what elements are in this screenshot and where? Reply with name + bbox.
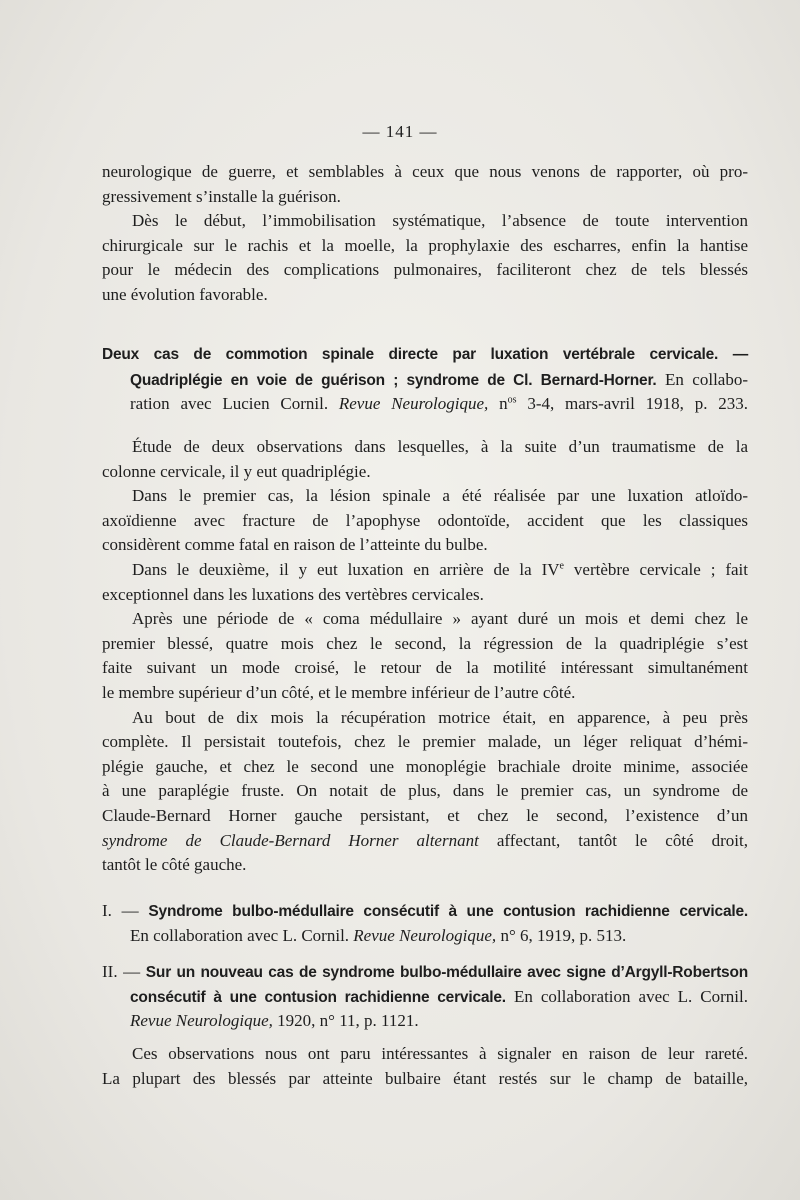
journal-name: Revue Neurologique, xyxy=(338,394,489,414)
text-line: gressivement s’installe la guérison. xyxy=(102,186,341,206)
text-line: plégie gauche, et chez le second une monoplégie brachiale droite minime, associée xyxy=(102,756,748,776)
collaboration-text: En collabo- xyxy=(664,369,748,389)
text-line: Claude-Bernard Horner gauche persistant, et chez le second, l’existence d’un xyxy=(102,805,748,825)
text-line: axoïdienne avec fracture de l’apophyse odontoïde, accident que les classiques xyxy=(102,510,748,530)
reference-entry xyxy=(102,343,748,417)
text-line: une évolution favorable. xyxy=(102,284,268,304)
text-fragment: affectant, tantôt le côté droit, xyxy=(496,830,748,850)
text-line: colonne cervicale, il y eut quadriplégie. xyxy=(102,461,371,481)
citation-details: n° 6, 1919, p. 513. xyxy=(500,925,627,945)
reference-title-line xyxy=(102,368,748,393)
text-line: Ces observations nous ont paru intéressantes à signaler en raison de leur rareté. xyxy=(132,1044,748,1063)
text-fragment: vertèbre cervicale ; fait xyxy=(573,559,749,579)
page-number: — 141 — xyxy=(362,122,438,141)
text-line: Étude de deux observations dans lesquelles, à la suite d’un traumatisme de la xyxy=(132,437,748,456)
text-line: La plupart des blessés par atteinte bulbaire étant restés sur le champ de bataille, xyxy=(102,1068,748,1088)
summary-text xyxy=(102,435,748,878)
text-line: Dans le premier cas, la lésion spinale a été réalisée par une luxation atloïdo- xyxy=(132,486,748,506)
closing-text xyxy=(102,1042,748,1091)
italic-phrase: syndrome de Claude-Bernard Horner alternant xyxy=(102,830,479,850)
reference-title: Syndrome bulbo-médullaire consécutif à une contusion rachidienne cervicale. xyxy=(148,903,748,920)
reference-citation xyxy=(102,924,748,949)
collaboration-text: En collaboration avec L. Cornil. xyxy=(513,986,748,1006)
reference-number: II. — xyxy=(102,962,141,981)
reference-title: consécutif à une contusion rachidienne cervicale. xyxy=(130,988,506,1006)
reference-title: Sur un nouveau cas de syndrome bulbo-médullaire avec signe d’Argyll-Robertson xyxy=(145,964,749,981)
reference-entry xyxy=(102,960,748,1034)
text-fragment: Dans le deuxième, il y eut luxation en arrière de la IV xyxy=(132,559,560,579)
text-line: à une paraplégie fruste. On notait de plus, dans le premier cas, un syndrome de xyxy=(102,781,748,801)
text-line: le membre supérieur d’un côté, et le membre inférieur de l’autre côté. xyxy=(102,682,576,702)
citation-details: 1920, n° 11, p. 1121. xyxy=(277,1011,419,1031)
reference-title-line xyxy=(102,960,748,985)
reference-number: I. — xyxy=(102,901,139,920)
collaboration-text: En collaboration avec L. Cornil. xyxy=(130,925,350,945)
intro-text xyxy=(102,160,748,308)
text-line: exceptionnel dans les luxations des vertèbres cervicales. xyxy=(102,584,484,604)
text-line: Au bout de dix mois la récupération motrice était, en apparence, à peu près xyxy=(132,707,748,727)
text-line: Après une période de « coma médullaire » ayant duré un mois et demi chez le xyxy=(132,609,748,629)
text-line: considèrent comme fatal en raison de l’atteinte du bulbe. xyxy=(102,535,488,555)
text-line: pour le médecin des complications pulmonaires, faciliteront chez de tels blessés xyxy=(102,260,748,280)
text-line: faite suivant un mode croisé, le retour de la motilité intéressant simultanément xyxy=(102,658,748,678)
text-line: premier blessé, quatre mois chez le second, la régression de la quadriplégie s’est xyxy=(102,633,748,653)
reference-title: Quadriplégie en voie de guérison ; syndrome de Cl. Bernard-Horner. xyxy=(130,371,657,389)
journal-name: Revue Neurologique, xyxy=(130,1011,273,1031)
text-line: neurologique de guerre, et semblables à ceux que nous venons de rapporter, où pro- xyxy=(102,162,748,181)
reference-title-line xyxy=(102,985,748,1010)
superscript: e xyxy=(559,560,564,572)
reference-entry xyxy=(102,899,748,948)
text-line xyxy=(102,829,748,854)
citation-number: n xyxy=(499,394,508,414)
reference-citation xyxy=(102,392,748,417)
reference-citation xyxy=(102,1009,748,1034)
text-line: chirurgicale sur le rachis et la moelle, la prophylaxie des escharres, enfin la hantise xyxy=(102,235,748,255)
reference-title-line xyxy=(102,899,748,924)
text-line: complète. Il persistait toutefois, chez le premier malade, un léger reliquat d’hémi- xyxy=(102,732,748,752)
collaboration-text: ration avec Lucien Cornil. xyxy=(130,394,329,414)
reference-title: Deux cas de commotion spinale directe par luxation vertébrale cervicale. — xyxy=(102,346,748,363)
superscript: os xyxy=(507,394,517,406)
text-line: tantôt le côté gauche. xyxy=(102,855,247,875)
text-line xyxy=(102,558,748,583)
journal-name: Revue Neurologique, xyxy=(353,925,497,945)
citation-details: 3-4, mars-avril 1918, p. 233. xyxy=(527,394,749,414)
text-line: Dès le début, l’immobilisation systématique, l’absence de toute intervention xyxy=(132,211,748,231)
